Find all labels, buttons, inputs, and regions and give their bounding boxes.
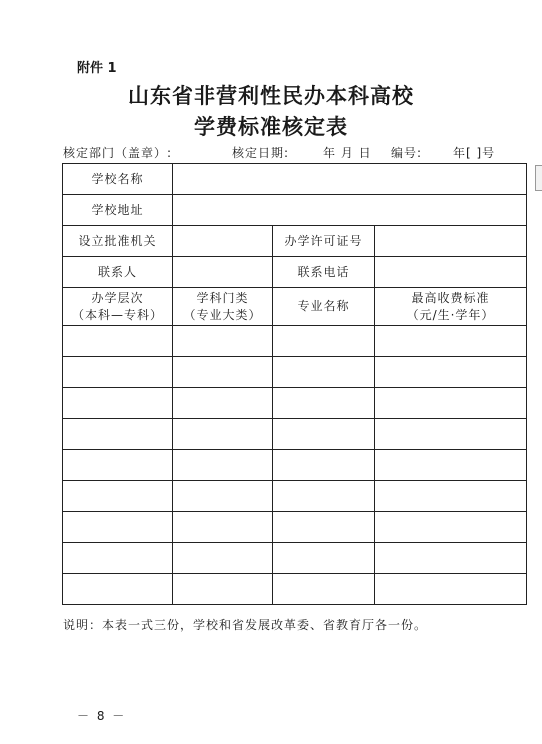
table-cell	[63, 543, 173, 574]
table-row	[63, 357, 527, 388]
table-cell	[273, 326, 375, 357]
number-label: 编号:	[391, 146, 423, 160]
table-cell	[173, 357, 273, 388]
table-cell	[63, 326, 173, 357]
document-title: 山东省非营利性民办本科高校	[128, 83, 414, 108]
contact-person-label: 联系人	[63, 257, 173, 288]
approval-agency-label: 设立批准机关	[63, 226, 173, 257]
table-cell	[375, 419, 527, 450]
table-cell	[273, 388, 375, 419]
table-row	[63, 543, 527, 574]
school-address-label: 学校地址	[63, 195, 173, 226]
column-header-max-fee	[375, 288, 527, 326]
table-cell	[173, 512, 273, 543]
table-cell	[173, 450, 273, 481]
school-address-field	[173, 195, 527, 226]
table-cell	[375, 326, 527, 357]
table-cell	[63, 481, 173, 512]
column-header-major	[273, 288, 375, 326]
table-row	[63, 195, 527, 226]
license-number-label: 办学许可证号	[273, 226, 375, 257]
license-number-field	[375, 226, 527, 257]
approval-date-value: 年 月 日	[323, 146, 372, 160]
table-row	[63, 388, 527, 419]
approval-date-label: 核定日期:	[232, 146, 290, 160]
table-cell	[173, 388, 273, 419]
column-header-discipline-line1: 学科门类	[196, 290, 249, 305]
page-edge-tab	[535, 165, 542, 191]
column-header-discipline-line2: （专业大类）	[183, 307, 262, 322]
table-cell	[173, 326, 273, 357]
table-cell	[273, 574, 375, 605]
table-cell	[63, 419, 173, 450]
table-cell	[375, 450, 527, 481]
table-cell	[375, 574, 527, 605]
table-cell	[273, 481, 375, 512]
page-number: － 8 －	[77, 709, 127, 723]
table-cell	[173, 574, 273, 605]
footnote: 说明：本表一式三份，学校和省发展改革委、省教育厅各一份。	[63, 618, 428, 632]
approval-dept-label: 核定部门（盖章）:	[63, 146, 173, 160]
table-row	[63, 164, 527, 195]
approval-agency-field	[173, 226, 273, 257]
table-cell	[375, 388, 527, 419]
column-header-level-line1: 办学层次	[91, 290, 144, 305]
contact-phone-field	[375, 257, 527, 288]
table-cell	[375, 481, 527, 512]
table-cell	[273, 419, 375, 450]
table-cell	[173, 543, 273, 574]
table-row	[63, 257, 527, 288]
fee-approval-table	[62, 163, 527, 605]
table-cell	[273, 543, 375, 574]
school-name-field	[173, 164, 527, 195]
school-name-label: 学校名称	[63, 164, 173, 195]
column-header-max-fee-line2: （元/生·学年）	[406, 307, 495, 322]
table-cell	[273, 357, 375, 388]
column-header-major-line1: 专业名称	[297, 299, 350, 313]
table-row	[63, 481, 527, 512]
table-cell	[63, 574, 173, 605]
table-cell	[273, 512, 375, 543]
table-cell	[375, 543, 527, 574]
table-cell	[63, 357, 173, 388]
contact-phone-label: 联系电话	[273, 257, 375, 288]
column-header-level	[63, 288, 173, 326]
document-subtitle: 学费标准核定表	[194, 114, 348, 139]
column-header-max-fee-line1: 最高收费标准	[411, 290, 490, 305]
table-row	[63, 512, 527, 543]
table-cell	[173, 481, 273, 512]
table-row	[63, 326, 527, 357]
table-row	[63, 450, 527, 481]
contact-person-field	[173, 257, 273, 288]
table-cell	[63, 388, 173, 419]
column-header-row	[63, 288, 527, 326]
attachment-label: 附件 1	[77, 61, 117, 76]
table-cell	[63, 450, 173, 481]
number-value: 年[ ]号	[453, 146, 496, 160]
table-cell	[273, 450, 375, 481]
table-row	[63, 574, 527, 605]
table-cell	[375, 357, 527, 388]
table-cell	[63, 512, 173, 543]
table-row	[63, 226, 527, 257]
table-cell	[375, 512, 527, 543]
table-row	[63, 419, 527, 450]
column-header-discipline	[173, 288, 273, 326]
column-header-level-line2: （本科—专科）	[71, 307, 163, 322]
table-cell	[173, 419, 273, 450]
